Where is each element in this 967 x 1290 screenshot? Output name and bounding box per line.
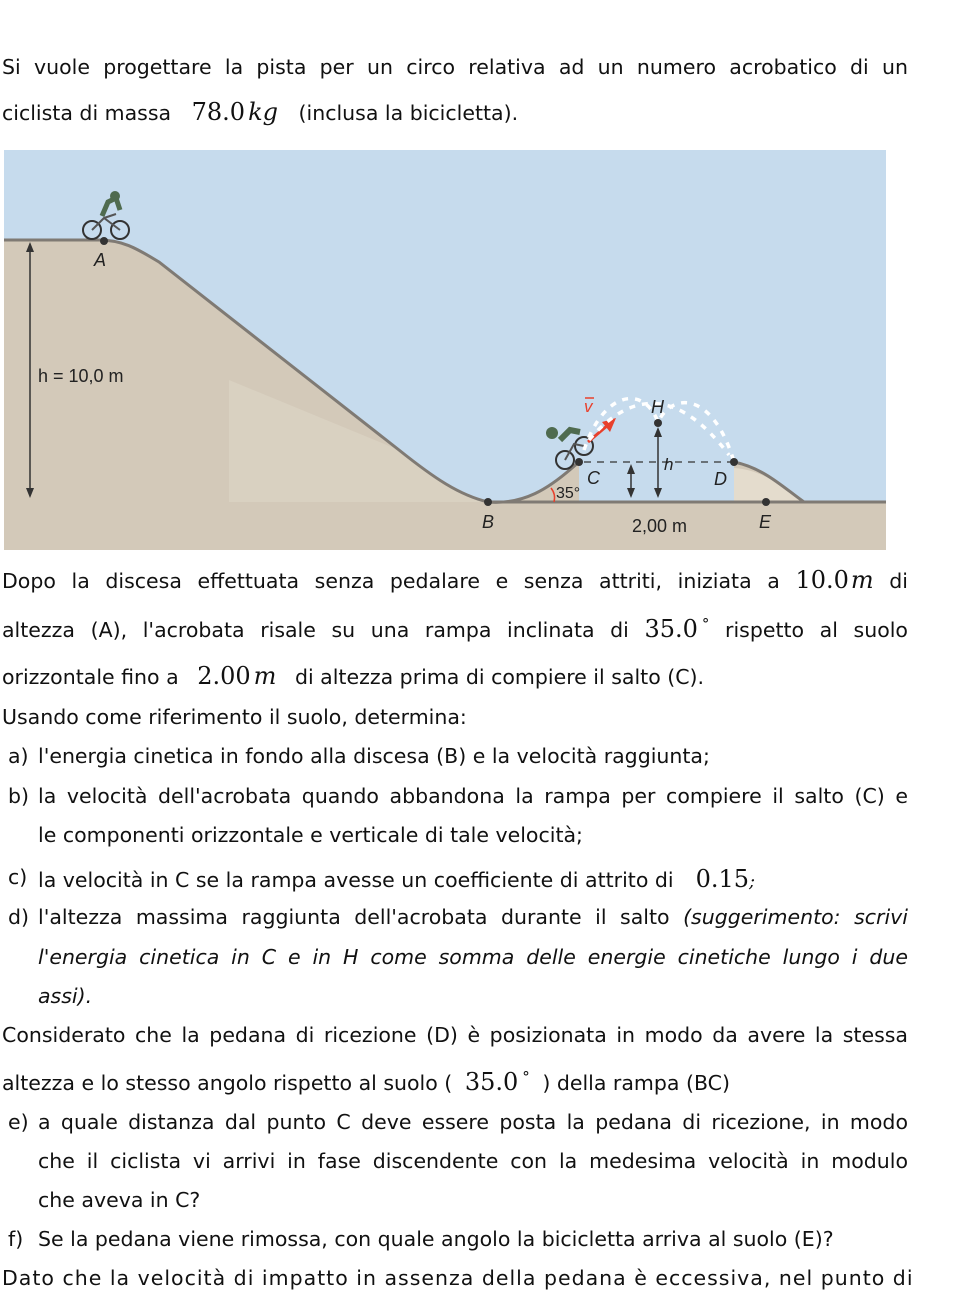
ramp-height-unit: m [253, 662, 277, 690]
point-e [762, 498, 770, 506]
point-d [730, 458, 738, 466]
angle-value: 35.0 [644, 615, 698, 643]
intro-text-end: (inclusa la bicicletta). [298, 101, 519, 125]
point-c [575, 458, 583, 466]
para1-text-3-end: di altezza prima di compiere il salto (C). [294, 665, 705, 689]
intro-line-1: Si vuole progettare la pista per un circo relativa ad un numero acrobatico di un [2, 55, 908, 79]
para1-line-2 [2, 615, 908, 643]
para3-text-end: ) della rampa (BC) [542, 1071, 730, 1095]
item-d-label: d) [8, 905, 30, 929]
para3-line-1: Considerato che la pedana di ricezione (D) è posizionata in modo da avere la stessa [2, 1023, 908, 1047]
para2: Usando come riferimento il suolo, determina: [2, 705, 467, 729]
para1-line-3 [2, 662, 704, 690]
label-c: C [587, 468, 600, 488]
cutoff-text: Dato che la velocità di impatto in assenza della pedana è eccessiva, nel punto di [2, 1266, 914, 1290]
para1-text-2-end: rispetto al suolo [725, 618, 908, 642]
item-d-hint-line-3: assi). [38, 984, 93, 1008]
para3-text: altezza e lo stesso angolo rispetto al suolo ( [2, 1071, 453, 1095]
item-b-line-1: la velocità dell'acrobata quando abbandona la rampa per compiere il salto (C) e [38, 784, 908, 808]
item-b-line-2: le componenti orizzontale e verticale di tale velocità; [38, 823, 583, 847]
height-label: h = 10,0 m [38, 366, 124, 386]
item-a-text: l'energia cinetica in fondo alla discesa (B) e la velocità raggiunta; [38, 744, 710, 768]
height-value: 10.0 [795, 566, 849, 594]
label-v: v [584, 397, 593, 416]
ramp-height-value: 2.00 [197, 662, 251, 690]
item-a-label: a) [8, 744, 29, 768]
height-unit: m [850, 566, 874, 594]
label-d: D [714, 469, 727, 489]
angle-label: 35° [556, 485, 581, 502]
item-c-text: la velocità in C se la rampa avesse un coefficiente di attrito di [38, 868, 674, 892]
cutoff-line [0, 1262, 967, 1290]
landing-degree-symbol: ° [522, 1068, 530, 1087]
mass-value: 78.0 [191, 98, 246, 126]
mass-unit: kg [248, 98, 278, 126]
item-f-label: f) [8, 1227, 24, 1251]
para1-text-1: Dopo la discesa effettuata senza pedalare e senza attriti, iniziata a [2, 569, 780, 593]
item-d-hint-line-2: l'energia cinetica in C e in H come somma delle energie cinetiche lungo i due [38, 945, 908, 969]
label-h-point: H [651, 397, 664, 417]
item-d-text: l'altezza massima raggiunta dell'acrobata durante il salto [38, 905, 670, 929]
ramp-figure [4, 150, 886, 550]
point-b [484, 498, 492, 506]
distance-label: 2,00 m [632, 516, 688, 536]
item-c-end: ; [749, 871, 756, 892]
point-a [100, 237, 108, 245]
intro-line-2 [2, 98, 518, 126]
label-a: A [94, 250, 107, 270]
degree-symbol: ° [701, 615, 710, 634]
item-e-line-1: a quale distanza dal punto C deve essere posta la pedana di ricezione, in modo [38, 1110, 908, 1134]
friction-coefficient: 0.15 [695, 865, 750, 893]
intro-text: ciclista di massa [2, 101, 172, 125]
para1-line-1 [2, 566, 908, 594]
label-h-small: h [664, 455, 674, 474]
item-b-label: b) [8, 784, 30, 808]
para1-text-3: orizzontale fino a [2, 665, 179, 689]
item-e-line-3: che aveva in C? [38, 1188, 201, 1212]
label-b: B [482, 512, 495, 532]
item-d-hint-start: (suggerimento: scrivi [683, 905, 908, 929]
point-h [654, 419, 662, 427]
item-d-line-1 [38, 905, 908, 929]
item-c-line [38, 865, 908, 893]
item-f-text: Se la pedana viene rimossa, con quale angolo la bicicletta arriva al suolo (E)? [38, 1227, 834, 1251]
item-e-line-2: che il ciclista vi arrivi in fase discendente con la medesima velocità in modulo [38, 1149, 908, 1173]
item-e-label: e) [8, 1110, 29, 1134]
para3-line-2 [2, 1068, 730, 1096]
para1-text-1-end: di [889, 569, 908, 593]
para1-text-2: altezza (A), l'acrobata risale su una rampa inclinata di [2, 618, 629, 642]
landing-angle-value: 35.0 [464, 1068, 519, 1096]
item-c-label: c) [8, 865, 28, 889]
label-e: E [759, 512, 772, 532]
